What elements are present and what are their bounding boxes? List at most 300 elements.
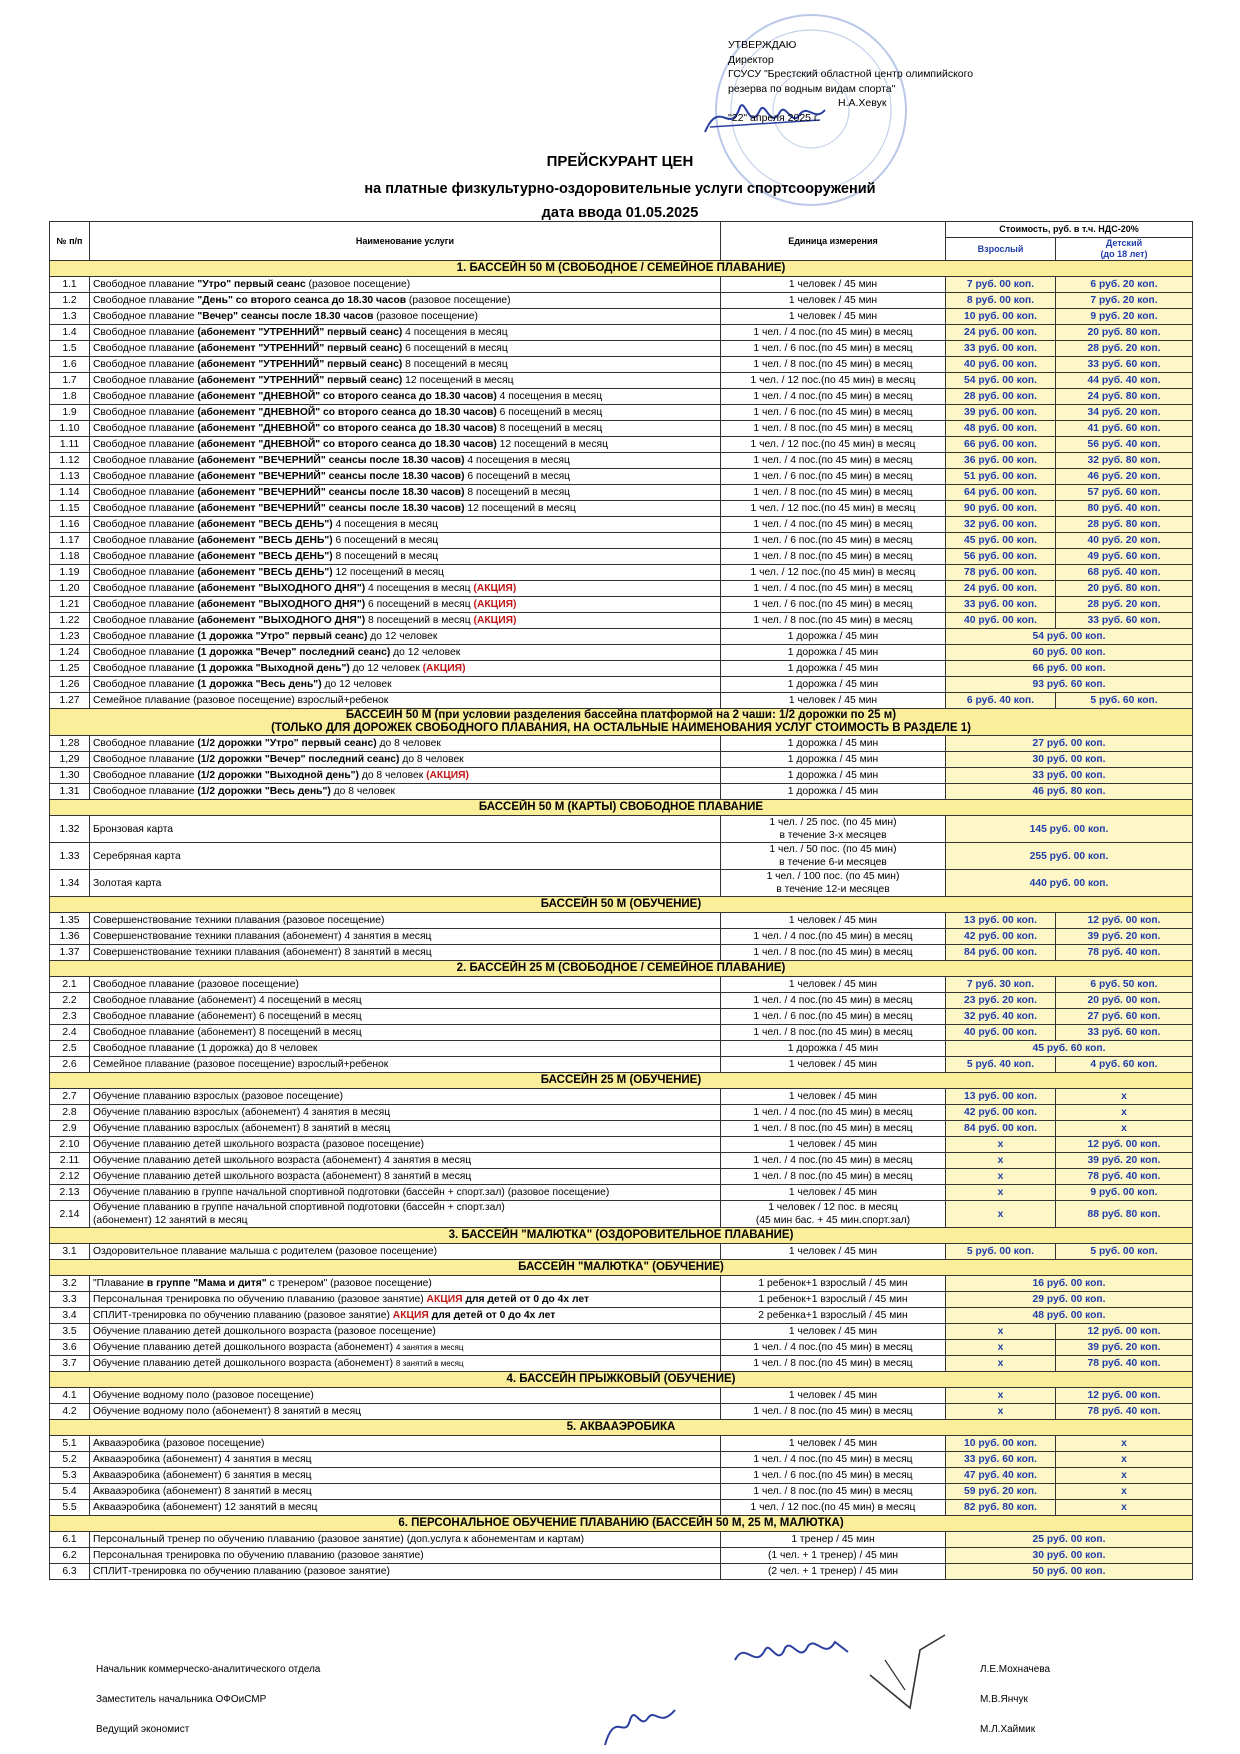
service-name <box>90 1201 721 1228</box>
unit <box>721 945 946 961</box>
name-part: 1 человек / 45 мин <box>788 1390 878 1401</box>
name-part: Свободное плавание (1 дорожка) до 8 человек <box>93 1043 318 1054</box>
name-part: Семейное плавание (разовое посещение) взрослый+ребенок <box>93 695 389 706</box>
name-part: 1. БАССЕЙН 50 М (СВОБОДНОЕ / СЕМЕЙНОЕ ПЛАВАНИЕ) <box>456 262 786 274</box>
unit <box>721 629 946 645</box>
name-part: 1 чел. / 12 пос.(по 45 мин) в месяц <box>750 439 916 450</box>
name-part: 1 чел. / 6 пос.(по 45 мин) в месяц <box>753 471 913 482</box>
price-merged: 66 руб. 00 коп. <box>946 661 1193 677</box>
name-part: Свободное плавание <box>93 455 198 466</box>
service-name <box>90 1388 721 1404</box>
table-row <box>50 1500 1193 1516</box>
table-row <box>50 517 1193 533</box>
approve-line: Н.А.Хевук <box>838 97 887 109</box>
service-name <box>90 581 721 597</box>
table-row <box>50 629 1193 645</box>
table-row <box>50 277 1193 293</box>
unit <box>721 309 946 325</box>
row-number: 2.3 <box>50 1009 90 1025</box>
price-adult: 28 руб. 00 коп. <box>946 389 1056 405</box>
name-part: (45 мин бас. + 45 мин.спорт.зал) <box>755 1215 911 1226</box>
price-child: 12 руб. 00 коп. <box>1056 1388 1193 1404</box>
price-child: 34 руб. 20 коп. <box>1056 405 1193 421</box>
name-part: (АКЦИЯ) <box>473 583 517 594</box>
price-child: 5 руб. 00 коп. <box>1056 1244 1193 1260</box>
unit <box>721 816 946 843</box>
section-title <box>50 1260 1193 1276</box>
unit <box>721 341 946 357</box>
name-part: Серебряная карта <box>93 850 181 862</box>
name-part: Обучение плаванию детей школьного возраста (абонемент) 4 занятия в месяц <box>93 1155 472 1166</box>
service-name <box>90 1436 721 1452</box>
price-adult: 33 руб. 00 коп. <box>946 597 1056 613</box>
name-part: Совершенствование техники плавания (разовое посещение) <box>93 915 385 926</box>
row-number: 1.24 <box>50 645 90 661</box>
price-merged: 145 руб. 00 коп. <box>946 816 1193 843</box>
table-row <box>50 581 1193 597</box>
service-name <box>90 1137 721 1153</box>
name-part: (ТОЛЬКО ДЛЯ ДОРОЖЕК СВОБОДНОГО ПЛАВАНИЯ, НА ОСТАЛЬНЫЕ НАИМЕНОВАНИЯ УСЛУГ СТОИМОСТЬ В РАЗДЕЛЕ 1) <box>271 722 971 734</box>
unit <box>721 1532 946 1548</box>
unit <box>721 293 946 309</box>
name-part: до 8 человек <box>376 738 441 749</box>
price-adult: 10 руб. 00 коп. <box>946 1436 1056 1452</box>
name-part: 1 чел. / 12 пос.(по 45 мин) в месяц <box>750 1502 916 1513</box>
price-adult: 33 руб. 60 коп. <box>946 1452 1056 1468</box>
price-adult: х <box>946 1201 1056 1228</box>
unit <box>721 736 946 752</box>
table-row <box>50 469 1193 485</box>
service-name <box>90 1025 721 1041</box>
price-adult: 13 руб. 00 коп. <box>946 1089 1056 1105</box>
price-child: 5 руб. 60 коп. <box>1056 693 1193 709</box>
service-name <box>90 1340 721 1356</box>
table-row <box>50 929 1193 945</box>
section-header <box>50 1228 1193 1244</box>
row-number: 2.10 <box>50 1137 90 1153</box>
table-row <box>50 1041 1193 1057</box>
price-adult: 5 руб. 40 коп. <box>946 1057 1056 1073</box>
name-part: 1 чел. / 4 пос.(по 45 мин) в месяц <box>753 1454 913 1465</box>
price-adult: х <box>946 1185 1056 1201</box>
table-row <box>50 341 1193 357</box>
table-row <box>50 913 1193 929</box>
price-child: х <box>1056 1452 1193 1468</box>
table-row <box>50 1292 1193 1308</box>
name-part: (1 дорожка "Весь день") <box>197 679 322 690</box>
price-child: 39 руб. 20 коп. <box>1056 1153 1193 1169</box>
name-part: (1/2 дорожки "Весь день") <box>197 786 331 797</box>
unit <box>721 1185 946 1201</box>
name-part: до 8 человек <box>358 770 427 781</box>
service-name <box>90 517 721 533</box>
price-child: х <box>1056 1468 1193 1484</box>
row-number: 1.21 <box>50 597 90 613</box>
header-num: № п/п <box>50 222 90 261</box>
footer-role: Заместитель начальника ОФОиСМР <box>96 1694 267 1705</box>
name-part: 1 чел. / 8 пос.(по 45 мин) в месяц <box>753 947 913 958</box>
table-row <box>50 1201 1193 1228</box>
price-adult: 51 руб. 00 коп. <box>946 469 1056 485</box>
approval-block <box>728 38 973 125</box>
row-number: 2.6 <box>50 1057 90 1073</box>
unit <box>721 1500 946 1516</box>
service-name <box>90 565 721 581</box>
name-part: 1 чел. / 8 пос.(по 45 мин) в месяц <box>753 615 913 626</box>
name-part: Свободное плавание <box>93 327 198 338</box>
name-part: 1 человек / 45 мин <box>788 1187 878 1198</box>
name-part: Аквааэробика (абонемент) 4 занятия в месяц <box>93 1454 312 1465</box>
price-adult: 40 руб. 00 коп. <box>946 613 1056 629</box>
name-part: Золотая карта <box>93 877 162 889</box>
name-part: (1 дорожка "Выходной день") <box>197 663 350 674</box>
name-part: 1 дорожка / 45 мин <box>787 663 879 674</box>
price-adult: 5 руб. 00 коп. <box>946 1244 1056 1260</box>
unit <box>721 517 946 533</box>
footer-name: М.Л.Хаймик <box>980 1724 1036 1735</box>
service-name <box>90 1484 721 1500</box>
section-header <box>50 261 1193 277</box>
unit <box>721 1025 946 1041</box>
name-part: 4 посещения в месяц <box>332 519 439 530</box>
name-part: 1 человек / 45 мин <box>788 279 878 290</box>
row-number: 6.2 <box>50 1548 90 1564</box>
row-number: 2.7 <box>50 1089 90 1105</box>
name-part: 1 человек / 45 мин <box>788 915 878 926</box>
price-child: 20 руб. 80 коп. <box>1056 581 1193 597</box>
name-part: Аквааэробика (разовое посещение) <box>93 1438 265 1449</box>
name-part: 1 чел. / 4 пос.(по 45 мин) в месяц <box>753 391 913 402</box>
name-part: "Вечер" сеансы после 18.30 часов <box>197 311 374 322</box>
name-part: Свободное плавание <box>93 343 198 354</box>
service-name <box>90 405 721 421</box>
row-number: 4.2 <box>50 1404 90 1420</box>
unit <box>721 357 946 373</box>
price-child: х <box>1056 1484 1193 1500</box>
unit <box>721 1105 946 1121</box>
row-number: 1.1 <box>50 277 90 293</box>
unit <box>721 1153 946 1169</box>
price-child: 28 руб. 80 коп. <box>1056 517 1193 533</box>
price-adult: 45 руб. 00 коп. <box>946 533 1056 549</box>
service-name <box>90 309 721 325</box>
row-number: 1.12 <box>50 453 90 469</box>
price-child: 78 руб. 40 коп. <box>1056 945 1193 961</box>
service-name <box>90 597 721 613</box>
table-row <box>50 993 1193 1009</box>
name-part: 2. БАССЕЙН 25 М (СВОБОДНОЕ / СЕМЕЙНОЕ ПЛАВАНИЕ) <box>456 962 786 974</box>
row-number: 1.11 <box>50 437 90 453</box>
unit <box>721 693 946 709</box>
price-child: 40 руб. 20 коп. <box>1056 533 1193 549</box>
table-row <box>50 1452 1193 1468</box>
name-part: (АКЦИЯ) <box>426 770 469 781</box>
name-part: 12 посещений в месяц <box>402 375 514 386</box>
price-child: 39 руб. 20 коп. <box>1056 929 1193 945</box>
row-number: 1.37 <box>50 945 90 961</box>
name-part: Свободное плавание <box>93 375 198 386</box>
name-part: (абонемент "ДНЕВНОЙ" со второго сеанса до 18.30 часов) <box>197 391 497 402</box>
price-adult: 7 руб. 00 коп. <box>946 277 1056 293</box>
price-adult: 36 руб. 00 коп. <box>946 453 1056 469</box>
name-part: (разовое посещение) <box>406 295 511 306</box>
name-part: 4 посещения в месяц <box>402 327 508 338</box>
row-number: 1,29 <box>50 752 90 768</box>
price-adult: 64 руб. 00 коп. <box>946 485 1056 501</box>
name-part: 6 посещений в месяц <box>332 535 439 546</box>
name-part: 6 посещений в месяц <box>365 599 474 610</box>
price-adult: 23 руб. 20 коп. <box>946 993 1056 1009</box>
price-child: 9 руб. 00 коп. <box>1056 1185 1193 1201</box>
price-adult: х <box>946 1137 1056 1153</box>
name-part: (абонемент "ВЫХОДНОГО ДНЯ") <box>197 615 366 626</box>
service-name <box>90 1153 721 1169</box>
approve-line: резерва по водным видам спорта" <box>728 82 896 95</box>
price-adult: 24 руб. 00 коп. <box>946 325 1056 341</box>
table-row <box>50 661 1193 677</box>
name-part: Свободное плавание (абонемент) 8 посещений в месяц <box>93 1027 362 1038</box>
price-adult: 56 руб. 00 коп. <box>946 549 1056 565</box>
name-part: Совершенствование техники плавания (абонемент) 4 занятия в месяц <box>93 931 432 942</box>
table-row <box>50 1356 1193 1372</box>
document-date: дата ввода 01.05.2025 <box>541 205 699 221</box>
unit <box>721 1089 946 1105</box>
table-row <box>50 1137 1193 1153</box>
name-part: 1 чел. / 8 пос.(по 45 мин) в месяц <box>753 1486 913 1497</box>
price-adult: 6 руб. 40 коп. <box>946 693 1056 709</box>
row-number: 1.17 <box>50 533 90 549</box>
table-row <box>50 1025 1193 1041</box>
row-number: 5.4 <box>50 1484 90 1500</box>
table-row <box>50 1276 1193 1292</box>
name-part: 1 чел. / 4 пос.(по 45 мин) в месяц <box>753 455 913 466</box>
price-child: 44 руб. 40 коп. <box>1056 373 1193 389</box>
service-name <box>90 945 721 961</box>
price-merged: 16 руб. 00 коп. <box>946 1276 1193 1292</box>
service-name <box>90 277 721 293</box>
name-part: БАССЕЙН 25 М (ОБУЧЕНИЕ) <box>540 1074 702 1086</box>
unit <box>721 1436 946 1452</box>
name-part: Свободное плавание <box>93 663 198 674</box>
price-child: 4 руб. 60 коп. <box>1056 1057 1193 1073</box>
approve-line: ГСУСУ "Брестский областной центр олимпийского <box>728 68 974 80</box>
price-merged: 440 руб. 00 коп. <box>946 870 1193 897</box>
name-part: Свободное плавание <box>93 519 198 530</box>
price-child: 12 руб. 00 коп. <box>1056 1137 1193 1153</box>
name-part: Персональная тренировка по обучению плаванию (разовое занятие) <box>93 1550 424 1561</box>
name-part: 8 посещений в месяц <box>402 359 508 370</box>
service-name <box>90 736 721 752</box>
name-part: 1 чел. / 8 пос.(по 45 мин) в месяц <box>753 487 913 498</box>
name-part: Свободное плавание <box>93 423 198 434</box>
name-part: Обучение плаванию в группе начальной спортивной подготовки (бассейн + спорт.зал) (разовое посещение) <box>93 1187 610 1198</box>
footer-role: Ведущий экономист <box>96 1724 190 1735</box>
row-number: 2.11 <box>50 1153 90 1169</box>
name-part: 6 посещений в месяц <box>496 407 603 418</box>
name-part: Свободное плавание <box>93 295 198 306</box>
row-number: 2.2 <box>50 993 90 1009</box>
name-part: Обучение плаванию детей дошкольного возраста (абонемент) <box>93 1358 396 1369</box>
table-row <box>50 1153 1193 1169</box>
name-part: Свободное плавание <box>93 407 198 418</box>
table-row <box>50 485 1193 501</box>
table-row <box>50 977 1193 993</box>
price-adult: 47 руб. 40 коп. <box>946 1468 1056 1484</box>
service-name <box>90 389 721 405</box>
price-merged: 30 руб. 00 коп. <box>946 752 1193 768</box>
table-row <box>50 1105 1193 1121</box>
name-part: (абонемент) 12 занятий в месяц <box>93 1215 248 1226</box>
name-part: (абонемент "УТРЕННИЙ" первый сеанс) <box>197 359 403 370</box>
row-number: 3.4 <box>50 1308 90 1324</box>
row-number: 1.14 <box>50 485 90 501</box>
row-number: 1.8 <box>50 389 90 405</box>
unit <box>721 677 946 693</box>
price-child: 57 руб. 60 коп. <box>1056 485 1193 501</box>
price-merged: 60 руб. 00 коп. <box>946 645 1193 661</box>
name-part: 1 чел. / 4 пос.(по 45 мин) в месяц <box>753 1155 913 1166</box>
unit <box>721 421 946 437</box>
unit <box>721 1137 946 1153</box>
price-child: 6 руб. 50 коп. <box>1056 977 1193 993</box>
name-part: 1 чел. / 4 пос.(по 45 мин) в месяц <box>753 931 913 942</box>
name-part: (абонемент "ВЕЧЕРНИЙ" сеансы после 18.30 часов) <box>197 471 465 482</box>
table-row <box>50 1121 1193 1137</box>
name-part: до 12 человек <box>349 663 423 674</box>
name-part: (абонемент "ДНЕВНОЙ" со второго сеанса до 18.30 часов) <box>197 423 497 434</box>
name-part: 1 чел. / 100 пос. (по 45 мин) <box>766 871 900 882</box>
service-name <box>90 913 721 929</box>
row-number: 3.6 <box>50 1340 90 1356</box>
price-adult: х <box>946 1153 1056 1169</box>
name-part: Свободное плавание <box>93 551 198 562</box>
unit <box>721 1484 946 1500</box>
price-adult: 32 руб. 00 коп. <box>946 517 1056 533</box>
name-part: 8 посещений в месяц <box>464 487 571 498</box>
name-part: 1 чел. / 12 пос.(по 45 мин) в месяц <box>750 567 916 578</box>
price-child: х <box>1056 1105 1193 1121</box>
name-part: 1 человек / 45 мин <box>788 979 878 990</box>
table-row <box>50 1564 1193 1580</box>
unit <box>721 1324 946 1340</box>
name-part: Свободное плавание <box>93 311 198 322</box>
name-part: 1 чел. / 12 пос.(по 45 мин) в месяц <box>750 375 916 386</box>
name-part: 1 ребенок+1 взрослый / 45 мин <box>758 1294 908 1305</box>
section-title <box>50 709 1193 736</box>
price-child: 56 руб. 40 коп. <box>1056 437 1193 453</box>
name-part: 1 чел. / 4 пос.(по 45 мин) в месяц <box>753 1342 913 1353</box>
row-number: 1.18 <box>50 549 90 565</box>
price-adult: 40 руб. 00 коп. <box>946 357 1056 373</box>
name-part: "Плавание <box>93 1278 147 1289</box>
footer-role: Начальник коммерческо-аналитического отдела <box>96 1664 321 1675</box>
name-part: 4 посещения в месяц <box>496 391 603 402</box>
table-row <box>50 373 1193 389</box>
name-part: 8 занятий в месяц <box>395 1359 464 1368</box>
row-number: 1.31 <box>50 784 90 800</box>
row-number: 1.19 <box>50 565 90 581</box>
unit <box>721 1404 946 1420</box>
service-name <box>90 1548 721 1564</box>
price-adult: х <box>946 1388 1056 1404</box>
section-header <box>50 1372 1193 1388</box>
name-part: 1 чел. / 8 пос.(по 45 мин) в месяц <box>753 423 913 434</box>
service-name <box>90 1041 721 1057</box>
table-row <box>50 1340 1193 1356</box>
approve-line: Директор <box>728 53 774 66</box>
table-row <box>50 768 1193 784</box>
table-row <box>50 533 1193 549</box>
table-row <box>50 1089 1193 1105</box>
row-number: 1.25 <box>50 661 90 677</box>
service-name <box>90 437 721 453</box>
service-name <box>90 341 721 357</box>
name-part: (абонемент "ВЫХОДНОГО ДНЯ") <box>197 599 366 610</box>
name-part: Свободное плавание <box>93 679 198 690</box>
name-part: Свободное плавание <box>93 615 198 626</box>
name-part: Свободное плавание <box>93 770 198 781</box>
row-number: 1.26 <box>50 677 90 693</box>
service-name <box>90 421 721 437</box>
name-part: Свободное плавание <box>93 279 198 290</box>
row-number: 1.16 <box>50 517 90 533</box>
name-part: с тренером" (разовое посещение) <box>266 1278 432 1289</box>
section-title <box>50 897 1193 913</box>
price-adult: 54 руб. 00 коп. <box>946 373 1056 389</box>
price-adult: 40 руб. 00 коп. <box>946 1025 1056 1041</box>
name-part: (1/2 дорожки "Выходной день") <box>197 770 359 781</box>
unit <box>721 277 946 293</box>
price-child: 7 руб. 20 коп. <box>1056 293 1193 309</box>
row-number: 5.2 <box>50 1452 90 1468</box>
name-part: 1 чел. / 8 пос.(по 45 мин) в месяц <box>753 1123 913 1134</box>
service-name <box>90 1324 721 1340</box>
name-part: 1 человек / 45 мин <box>788 1091 878 1102</box>
name-part: Бронзовая карта <box>93 823 174 835</box>
service-name <box>90 1404 721 1420</box>
unit <box>721 929 946 945</box>
name-part: АКЦИЯ <box>392 1310 429 1321</box>
section-header <box>50 709 1193 736</box>
row-number: 2.12 <box>50 1169 90 1185</box>
name-part: БАССЕЙН 50 М (КАРТЫ) СВОБОДНОЕ ПЛАВАНИЕ <box>478 801 764 813</box>
unit <box>721 1292 946 1308</box>
price-adult: 90 руб. 00 коп. <box>946 501 1056 517</box>
price-child: х <box>1056 1436 1193 1452</box>
row-number: 1.13 <box>50 469 90 485</box>
unit <box>721 661 946 677</box>
name-part: до 12 человек <box>390 647 461 658</box>
name-part: Аквааэробика (абонемент) 12 занятий в месяц <box>93 1502 318 1513</box>
unit <box>721 389 946 405</box>
row-number: 3.3 <box>50 1292 90 1308</box>
name-part: Свободное плавание <box>93 631 198 642</box>
row-number: 2.9 <box>50 1121 90 1137</box>
name-part: АКЦИЯ <box>426 1294 463 1305</box>
section-header <box>50 961 1193 977</box>
price-adult: 8 руб. 00 коп. <box>946 293 1056 309</box>
name-part: Свободное плавание <box>93 503 198 514</box>
name-part: 1 человек / 45 мин <box>788 695 878 706</box>
name-part: Обучение плаванию взрослых (абонемент) 4 занятия в месяц <box>93 1107 391 1118</box>
price-adult: х <box>946 1340 1056 1356</box>
name-part: 1 чел. / 6 пос.(по 45 мин) в месяц <box>753 407 913 418</box>
section-title <box>50 1516 1193 1532</box>
unit <box>721 1452 946 1468</box>
name-part: Оздоровительное плавание малыша с родителем (разовое посещение) <box>93 1246 438 1257</box>
name-part: 1 человек / 45 мин <box>788 1139 878 1150</box>
section-title <box>50 261 1193 277</box>
